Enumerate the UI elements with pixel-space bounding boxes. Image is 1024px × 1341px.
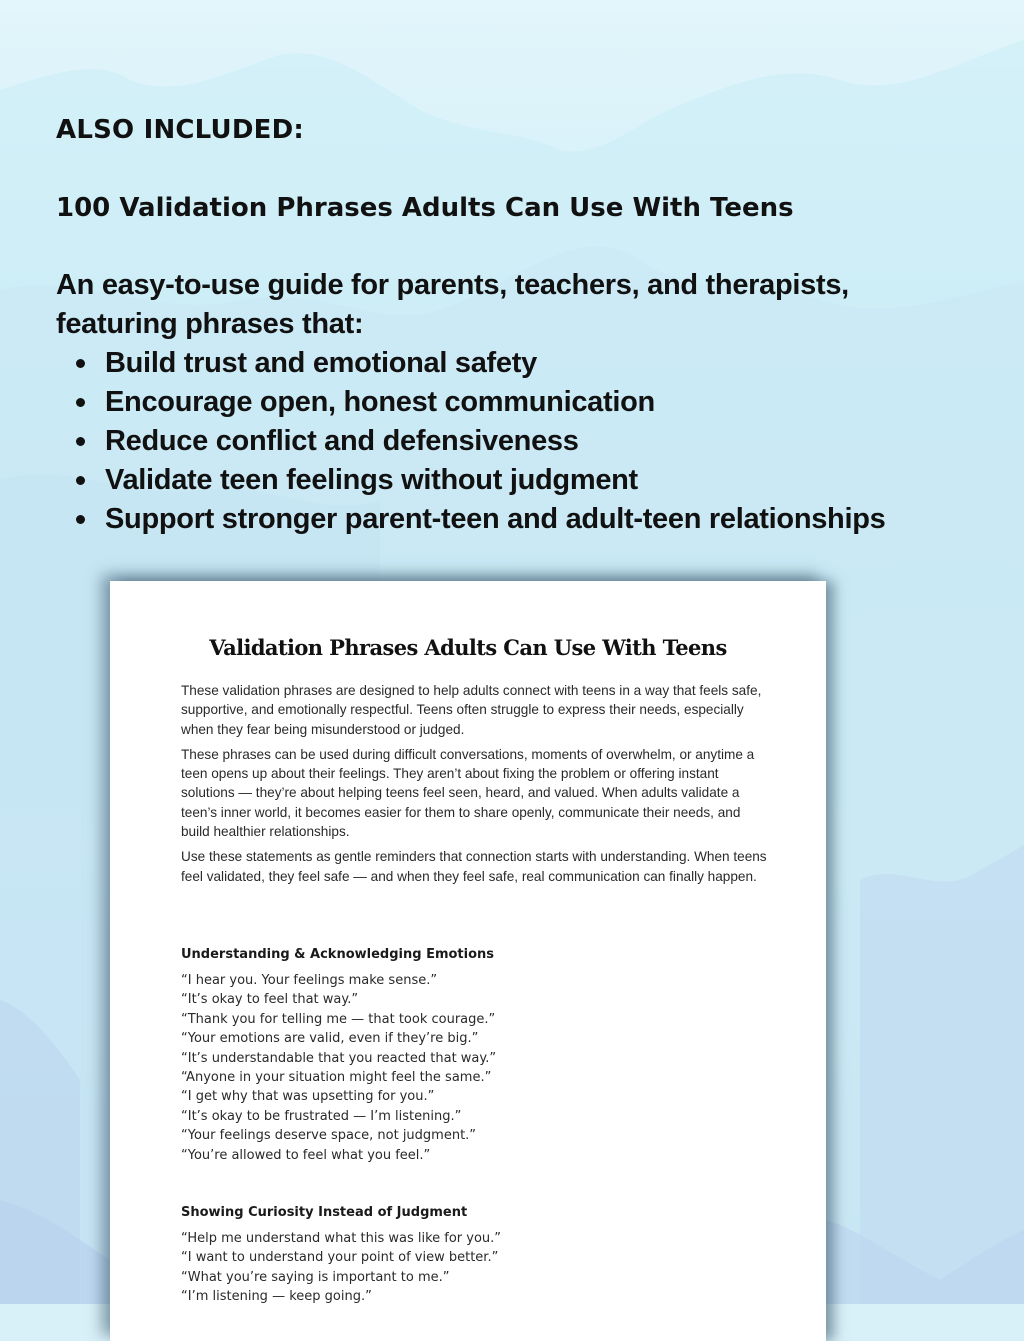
bullet-icon bbox=[76, 398, 85, 407]
feature-label: Support stronger parent-teen and adult-teen relationships bbox=[105, 503, 886, 535]
phrase-item: “I get why that was upsetting for you.” bbox=[181, 1089, 435, 1105]
phrase-item: “I want to understand your point of view better.” bbox=[181, 1250, 499, 1266]
feature-label: Encourage open, honest communication bbox=[105, 386, 655, 418]
feature-item bbox=[76, 461, 976, 500]
section-heading: Understanding & Acknowledging Emotions bbox=[181, 947, 495, 962]
document-paragraph: These phrases can be used during difficult conversations, moments of overwhelm, or anytime a teen opens up about their feelings. They aren’t about fixing the problem or offering instant solutions — they’re about helping teens feel seen, heard, and valued. When adults validate a teen’s inner world, it becomes easier for them to share openly, communicate their needs, and build healthier relationships. bbox=[181, 746, 755, 840]
also-included-heading: ALSO INCLUDED: bbox=[56, 115, 304, 145]
phrase-item: “You’re allowed to feel what you feel.” bbox=[181, 1147, 431, 1163]
product-description bbox=[56, 110, 976, 539]
feature-label: Build trust and emotional safety bbox=[105, 347, 537, 379]
phrase-item: “It’s understandable that you reacted that way.” bbox=[181, 1050, 497, 1066]
document-paragraph: These validation phrases are designed to help adults connect with teens in a way that feels safe, supportive, and emotionally respectful. Teens often struggle to express their needs, especially when they fear being misunderstood or judged. bbox=[181, 683, 762, 737]
feature-list bbox=[56, 344, 976, 539]
section-understanding-emotions bbox=[181, 945, 496, 1165]
phrase-item: “I’m listening — keep going.” bbox=[181, 1289, 372, 1305]
phrase-item: “Thank you for telling me — that took courage.” bbox=[181, 1011, 496, 1027]
document-paragraph: Use these statements as gentle reminders that connection starts with understanding. When teens feel validated, they feel safe — and when they feel safe, real communication can finally happen. bbox=[181, 849, 767, 884]
feature-item bbox=[76, 500, 976, 539]
product-title: 100 Validation Phrases Adults Can Use With Teens bbox=[56, 193, 794, 223]
phrase-item: “I hear you. Your feelings make sense.” bbox=[181, 973, 438, 988]
phrase-item: “Help me understand what this was like for you.” bbox=[181, 1231, 502, 1246]
bullet-icon bbox=[76, 476, 85, 485]
section-curiosity bbox=[181, 1203, 501, 1307]
intro-line-1: An easy-to-use guide for parents, teachers, and therapists, bbox=[56, 269, 849, 301]
document-preview-page bbox=[110, 581, 826, 1341]
feature-item bbox=[76, 422, 976, 461]
intro-text bbox=[56, 266, 976, 344]
document-intro bbox=[181, 681, 771, 892]
phrase-item: “It’s okay to be frustrated — I’m listening.” bbox=[181, 1108, 462, 1124]
phrase-item: “Your emotions are valid, even if they’re big.” bbox=[181, 1031, 479, 1047]
section-heading: Showing Curiosity Instead of Judgment bbox=[181, 1205, 468, 1220]
intro-line-2: featuring phrases that: bbox=[56, 308, 364, 340]
bullet-icon bbox=[76, 359, 85, 368]
document-title: Validation Phrases Adults Can Use With Teens bbox=[209, 635, 727, 660]
phrase-item: “It’s okay to feel that way.” bbox=[181, 992, 359, 1008]
phrase-item: “Your feelings deserve space, not judgment.” bbox=[181, 1128, 477, 1144]
feature-label: Reduce conflict and defensiveness bbox=[105, 425, 579, 457]
feature-label: Validate teen feelings without judgment bbox=[105, 464, 638, 496]
feature-item bbox=[76, 344, 976, 383]
phrase-item: “Anyone in your situation might feel the same.” bbox=[181, 1070, 492, 1086]
bullet-icon bbox=[76, 437, 85, 446]
feature-item bbox=[76, 383, 976, 422]
bullet-icon bbox=[76, 515, 85, 524]
phrase-item: “What you’re saying is important to me.” bbox=[181, 1269, 450, 1285]
